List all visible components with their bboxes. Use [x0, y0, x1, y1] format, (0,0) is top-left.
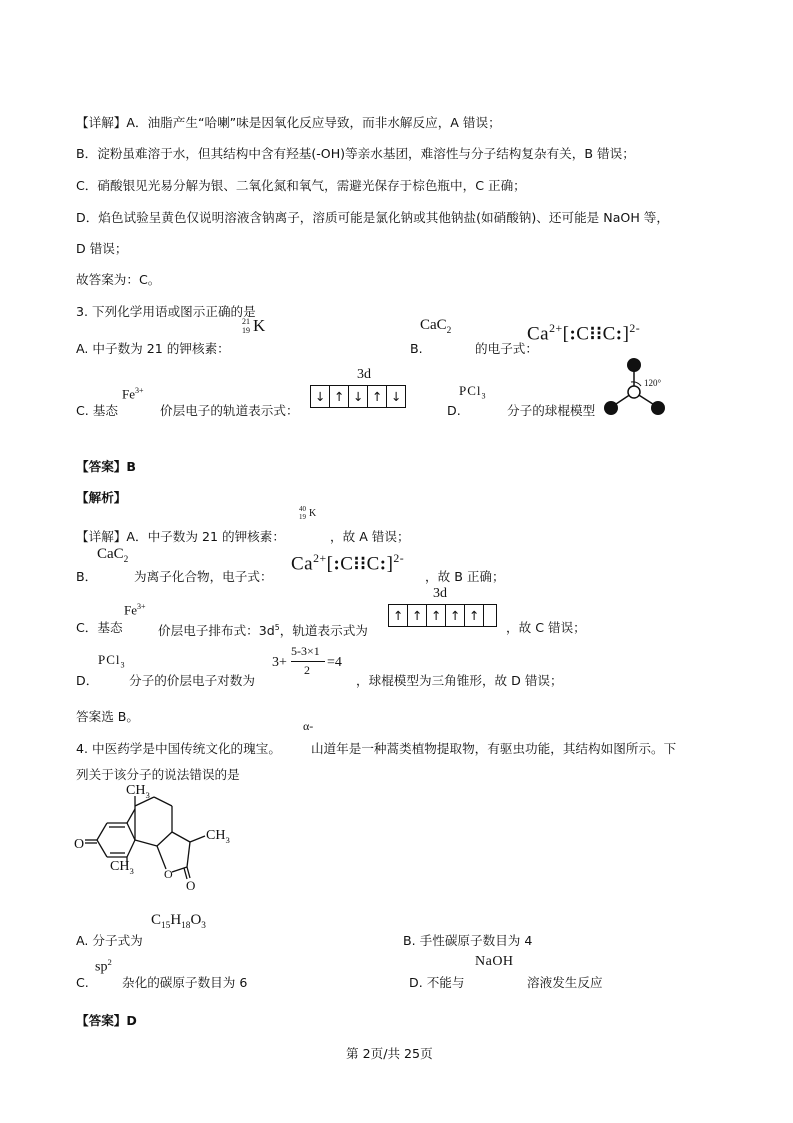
q4-option-d: D. 不能与	[409, 975, 465, 990]
q3d-b-electron-formula: $Ca^{2+}[:C⁝⁝C:]^{2-}$	[291, 552, 405, 575]
q3d-d-frac-num: 5-3×1	[291, 644, 320, 658]
bond-line	[187, 842, 190, 867]
q4-c-sp2: $sp^2$	[95, 957, 112, 975]
q3-c-orbital-diagram	[310, 385, 406, 408]
q3-c-orbital-label: 3d	[357, 367, 371, 382]
q3d-c-suffix: ，故 C 错误；	[506, 620, 586, 635]
bond-line	[157, 832, 172, 846]
q3d-d-frac-prefix: 3+	[272, 655, 287, 670]
detail-line-5: D 错误；	[76, 241, 128, 256]
q3d-d-frac-bar	[291, 661, 325, 662]
q3d-d-frac-den: 2	[304, 663, 310, 677]
orbital-cell: ↓	[311, 386, 330, 407]
q3d-c-mid: 价层电子排布式：$3d^5$，轨道表示式为	[158, 623, 368, 639]
q3d-b-suffix: ，故 B 正确；	[425, 569, 505, 584]
q3-option-d: D.	[447, 403, 461, 418]
q4-c-suffix: 杂化的碳原子数目为 6	[122, 975, 248, 990]
q4-option-c: C.	[76, 975, 89, 990]
q3-option-a: A. 中子数为 21 的钾核素：	[76, 341, 230, 356]
bond-line	[172, 832, 190, 842]
q3d-c-orbital-diagram	[388, 604, 497, 627]
bond-line	[154, 797, 172, 806]
bond-line	[187, 867, 190, 878]
angle-arc	[631, 382, 641, 386]
orbital-cell: ↓	[390, 389, 402, 404]
q4-struct-ch3-bottom: $CH_3$	[110, 859, 134, 876]
bond-line	[127, 823, 135, 840]
q3d-d: D．	[76, 673, 99, 688]
bond-line	[157, 846, 166, 869]
orbital-cell: ↑	[408, 605, 427, 626]
q3d-a-suffix: ，故 A 错误；	[330, 529, 410, 544]
page-footer: 第 2页/共 25页	[346, 1046, 433, 1061]
cl-atom	[651, 401, 665, 415]
cl-atom	[627, 358, 641, 372]
q3-d-ball-stick-model	[601, 356, 671, 422]
q3d-a-mass: 40	[299, 505, 306, 513]
orbital-cell: ↑	[389, 605, 408, 626]
struct-o-ring: O	[164, 867, 173, 881]
bond-line	[127, 809, 135, 823]
q3-a-nuclide	[242, 318, 272, 344]
orbital-cell: ↓	[349, 386, 368, 407]
q4-stem-1: 4. 中医药学是中国传统文化的瑰宝。 山道年是一种蒿类植物提取物，有驱虫功能，其结构如图所示。下	[76, 741, 677, 756]
orbital-cell-blank	[484, 605, 496, 626]
q3d-a-symbol: K	[309, 508, 317, 519]
q4-struct-ch3-top: $CH_3$	[126, 783, 150, 800]
struct-o-left: O	[74, 837, 85, 852]
q3d-c: C．基态	[76, 620, 123, 635]
q3d-answer-line: 答案选 B。	[76, 709, 140, 724]
q3-a-symbol: K	[253, 316, 266, 335]
q4-option-a: A. 分子式为	[76, 933, 143, 948]
q3-a-z: 19	[242, 326, 250, 335]
orbital-cell: ↑	[446, 605, 465, 626]
q3d-d-suffix: ，球棍模型为三角锥形，故 D 错误；	[356, 673, 563, 688]
q3-option-c: C. 基态	[76, 403, 118, 418]
detail-line-2: B．淀粉虽难溶于水，但其结构中含有羟基(-OH)等亲水基团，难溶性与分子结构复杂有关，B 错误；	[76, 146, 635, 161]
q3d-b-formula: CaC$_2$	[97, 546, 129, 565]
q3d-d-frac-result: =4	[327, 655, 342, 670]
bond-line	[135, 840, 157, 846]
bond-line	[190, 836, 205, 842]
q3-option-b: B.	[410, 341, 423, 356]
q3-analysis: 【解析】	[76, 490, 127, 505]
q4-a-formula: $C_{15}H_{18}O_3$	[151, 912, 206, 931]
q3-d-suffix: 分子的球棍模型	[507, 403, 596, 418]
bond-line	[97, 823, 107, 840]
q3-d-pcl3: PCl$_3$	[459, 383, 487, 401]
q3d-c-fe: $Fe^{3+}$	[124, 602, 146, 618]
q4-alpha: α-	[303, 719, 314, 733]
detail-line-3: C．硝酸银见光易分解为银、二氧化氮和氧气，需避光保存于棕色瓶中，C 正确；	[76, 178, 526, 193]
q3d-d-pcl3: PCl$_3$	[98, 652, 126, 670]
q4-struct-ch3-right: $CH_3$	[206, 828, 230, 845]
q3-b-formula: CaC$_2$	[420, 317, 452, 336]
q4-answer: 【答案】D	[76, 1013, 137, 1028]
detail-line-6: 故答案为：C。	[76, 272, 161, 287]
q3d-b-mid: 为离子化合物，电子式：	[134, 569, 273, 584]
cl-atom	[604, 401, 618, 415]
q4-d-suffix: 溶液发生反应	[527, 975, 603, 990]
bond-line	[97, 840, 107, 857]
q3-a-mass: 21	[242, 317, 250, 326]
q3-answer: 【答案】B	[76, 459, 136, 474]
orbital-cell: ↑	[330, 386, 349, 407]
detail-line-4: D．焰色试验呈黄色仅说明溶液含钠离子，溶质可能是氯化钠或其他钠盐(如硝酸钠)、还可能是 NaOH 等，	[76, 210, 669, 225]
q3-b-suffix: 的电子式：	[475, 341, 538, 356]
q3d-a-nuclide	[299, 506, 323, 528]
q3-d-angle: 120°	[644, 378, 662, 388]
bond-line	[127, 840, 135, 857]
struct-o-bottom: O	[186, 878, 196, 893]
q3d-b: B．	[76, 569, 98, 584]
q4-d-naoh: NaOH	[475, 954, 514, 969]
orbital-cell: ↑	[368, 386, 387, 407]
q3d-a: 【详解】A．中子数为 21 的钾核素：	[76, 529, 285, 544]
q3-c-suffix: 价层电子的轨道表示式：	[160, 403, 299, 418]
q3d-d-mid: 分子的价层电子对数为	[129, 673, 255, 688]
q4-option-b: B. 手性碳原子数目为 4	[403, 933, 533, 948]
q4-stem-2: 列关于该分子的说法错误的是	[76, 767, 240, 782]
detail-line-1: 【详解】A．油脂产生“哈喇”味是因氧化反应导致，而非水解反应，A 错误；	[76, 115, 501, 130]
q3d-a-z: 19	[299, 513, 306, 521]
q3-c-fe: $Fe^{3+}$	[122, 386, 144, 402]
q3d-c-orbital-label: 3d	[433, 586, 447, 601]
orbital-cell: ↑	[465, 605, 484, 626]
q3-stem: 3. 下列化学用语或图示正确的是	[76, 304, 256, 319]
q3-b-electron-formula: $Ca^{2+}[:C⁝⁝C:]^{2-}$	[527, 322, 641, 345]
p-atom	[628, 386, 640, 398]
orbital-cell: ↑	[427, 605, 446, 626]
